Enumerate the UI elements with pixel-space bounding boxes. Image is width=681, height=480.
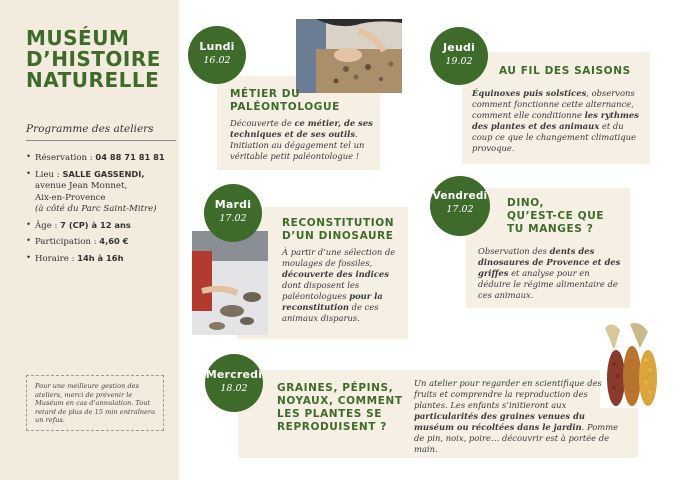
- reservation-label: Réservation :: [35, 153, 96, 163]
- date-vendredi: 17.02: [446, 204, 474, 215]
- age-label: Âge :: [35, 220, 61, 231]
- date-mercredi: 18.02: [220, 383, 248, 394]
- text-mardi-part-1: À partir d’une sélection de moulages de fossiles,: [282, 247, 396, 268]
- day-lundi: Lundi: [199, 40, 235, 53]
- text-jeudi-bold-2: les rythmes des plantes et des animaux: [472, 110, 639, 131]
- text-lundi-part-2: . Initiation au dégagement tel un véritable petit paléontologue !: [230, 129, 365, 161]
- photo-paleontologist: [296, 19, 402, 93]
- text-lundi-part-1: Découverte de: [230, 118, 295, 128]
- title-mardi: [282, 217, 406, 243]
- title-lundi-line-2: PALÉONTOLOGUE: [230, 101, 340, 113]
- text-mardi-bold-1: découverte des indices: [282, 269, 389, 279]
- title-mercredi-line-4: REPRODUISENT ?: [277, 421, 387, 433]
- participation-value: 4,60 €: [99, 236, 129, 246]
- badge-vendredi: [430, 176, 490, 236]
- text-mercredi-bold-1: particularités des graines venues du muséum ou récoltées dans le jardin: [414, 411, 585, 432]
- text-mardi: [282, 247, 400, 324]
- lieu-note: (à côté du Parc Saint-Mitre): [35, 204, 157, 214]
- text-lundi-bold-1: ce métier, de ses techniques et de ses outils: [230, 118, 373, 139]
- title-mercredi-line-3: LES PLANTES SE: [277, 408, 383, 420]
- text-mercredi-part-2: . Pomme de pin, noix, poire… découvrir est à portée de main.: [414, 422, 619, 454]
- title-mercredi: [277, 382, 409, 434]
- text-mardi-part-3: de ces animaux disparus.: [282, 302, 379, 323]
- reservation-phone: 04 88 71 81 81: [95, 152, 165, 162]
- fossil-casts-image: [192, 231, 268, 335]
- info-list: [26, 152, 178, 269]
- museum-title-line-2: D’HISTOIRE: [26, 47, 161, 71]
- lieu-address-1: avenue Jean Monnet,: [35, 181, 128, 191]
- text-jeudi-part-1: , observons comment fonctionne cette alternance, comment elle conditionne: [472, 88, 635, 120]
- lieu-value: SALLE GASSENDI,: [62, 168, 145, 179]
- horaire-label: Horaire :: [35, 253, 78, 264]
- info-horaire: [26, 253, 178, 266]
- info-participation: [26, 236, 178, 249]
- title-jeudi: AU FIL DES SAISONS: [499, 65, 631, 77]
- title-vendredi-line-1: DINO,: [507, 197, 545, 209]
- text-vendredi: [478, 246, 624, 301]
- lieu-label: Lieu :: [35, 169, 63, 180]
- date-lundi: 16.02: [203, 55, 231, 66]
- badge-mercredi: [205, 354, 263, 412]
- sidebar: [0, 0, 179, 480]
- text-lundi: [230, 118, 374, 162]
- day-jeudi: Jeudi: [442, 41, 476, 54]
- participation-label: Participation :: [35, 237, 100, 247]
- horaire-value: 14h à 16h: [77, 252, 124, 263]
- title-vendredi-line-2: QU’EST-CE QUE: [507, 210, 605, 222]
- date-mardi: 17.02: [219, 213, 247, 224]
- title-mardi-line-1: RECONSTITUTION: [282, 217, 395, 229]
- badge-lundi: [188, 26, 246, 84]
- day-vendredi: Vendredi: [432, 190, 488, 202]
- info-lieu: [26, 169, 178, 216]
- text-vendredi-bold-1: dents des dinosaures de Provence et des griffes: [478, 246, 621, 278]
- programme-title: Programme des ateliers: [26, 123, 176, 141]
- museum-title-line-1: MUSÉUM: [26, 26, 130, 50]
- info-age: [26, 220, 178, 233]
- info-reservation: [26, 152, 178, 165]
- badge-jeudi: [430, 27, 488, 85]
- text-jeudi: [472, 88, 642, 154]
- day-mardi: Mardi: [214, 198, 252, 211]
- text-vendredi-part-1: Observation des: [478, 246, 550, 256]
- text-mardi-part-2: dont disposent les paléontologues: [282, 280, 360, 301]
- badge-mardi: [204, 184, 262, 242]
- title-mercredi-line-1: GRAINES, PÉPINS,: [277, 382, 394, 394]
- lieu-address-2: Aix-en-Provence: [35, 192, 106, 203]
- title-lundi-line-1: MÉTIER DU: [230, 88, 301, 100]
- title-mercredi-line-2: NOYAUX, COMMENT: [277, 395, 403, 407]
- paleontologist-image: [296, 19, 402, 93]
- text-mercredi-part-1: Un atelier pour regarder en scientifique des fruits et comprendre la reproduction des plantes. Les enfants s’initieront aux: [414, 378, 602, 410]
- text-jeudi-bold-1: Équinoxes puis solstices: [472, 88, 587, 98]
- photo-dinosaur-fossils: [192, 231, 268, 335]
- title-mardi-line-2: D’UN DINOSAURE: [282, 230, 394, 242]
- date-jeudi: 19.02: [445, 56, 473, 67]
- museum-title: [26, 28, 176, 91]
- text-mardi-bold-2: pour la reconstitution: [282, 291, 383, 312]
- museum-title-line-3: NATURELLE: [26, 68, 160, 92]
- day-mercredi: Mercredi: [205, 368, 263, 381]
- text-jeudi-part-2: et du coup ce que le changement climatique provoque.: [472, 121, 636, 153]
- cancellation-note: Pour une meilleure gestion des ateliers, merci de prévenir le Muséum en cas d’annulation. Tout retard de plus de 15 min entraînera un refus.: [26, 375, 164, 431]
- text-vendredi-part-2: et analyse pour en déduire le régime alimentaire de ces animaux.: [478, 268, 618, 300]
- text-mercredi: [414, 378, 620, 455]
- age-value: 7 (CP) à 12 ans: [60, 219, 131, 230]
- title-vendredi-line-3: TU MANGES ?: [507, 223, 594, 235]
- title-vendredi: [507, 197, 627, 236]
- title-lundi: [230, 88, 380, 114]
